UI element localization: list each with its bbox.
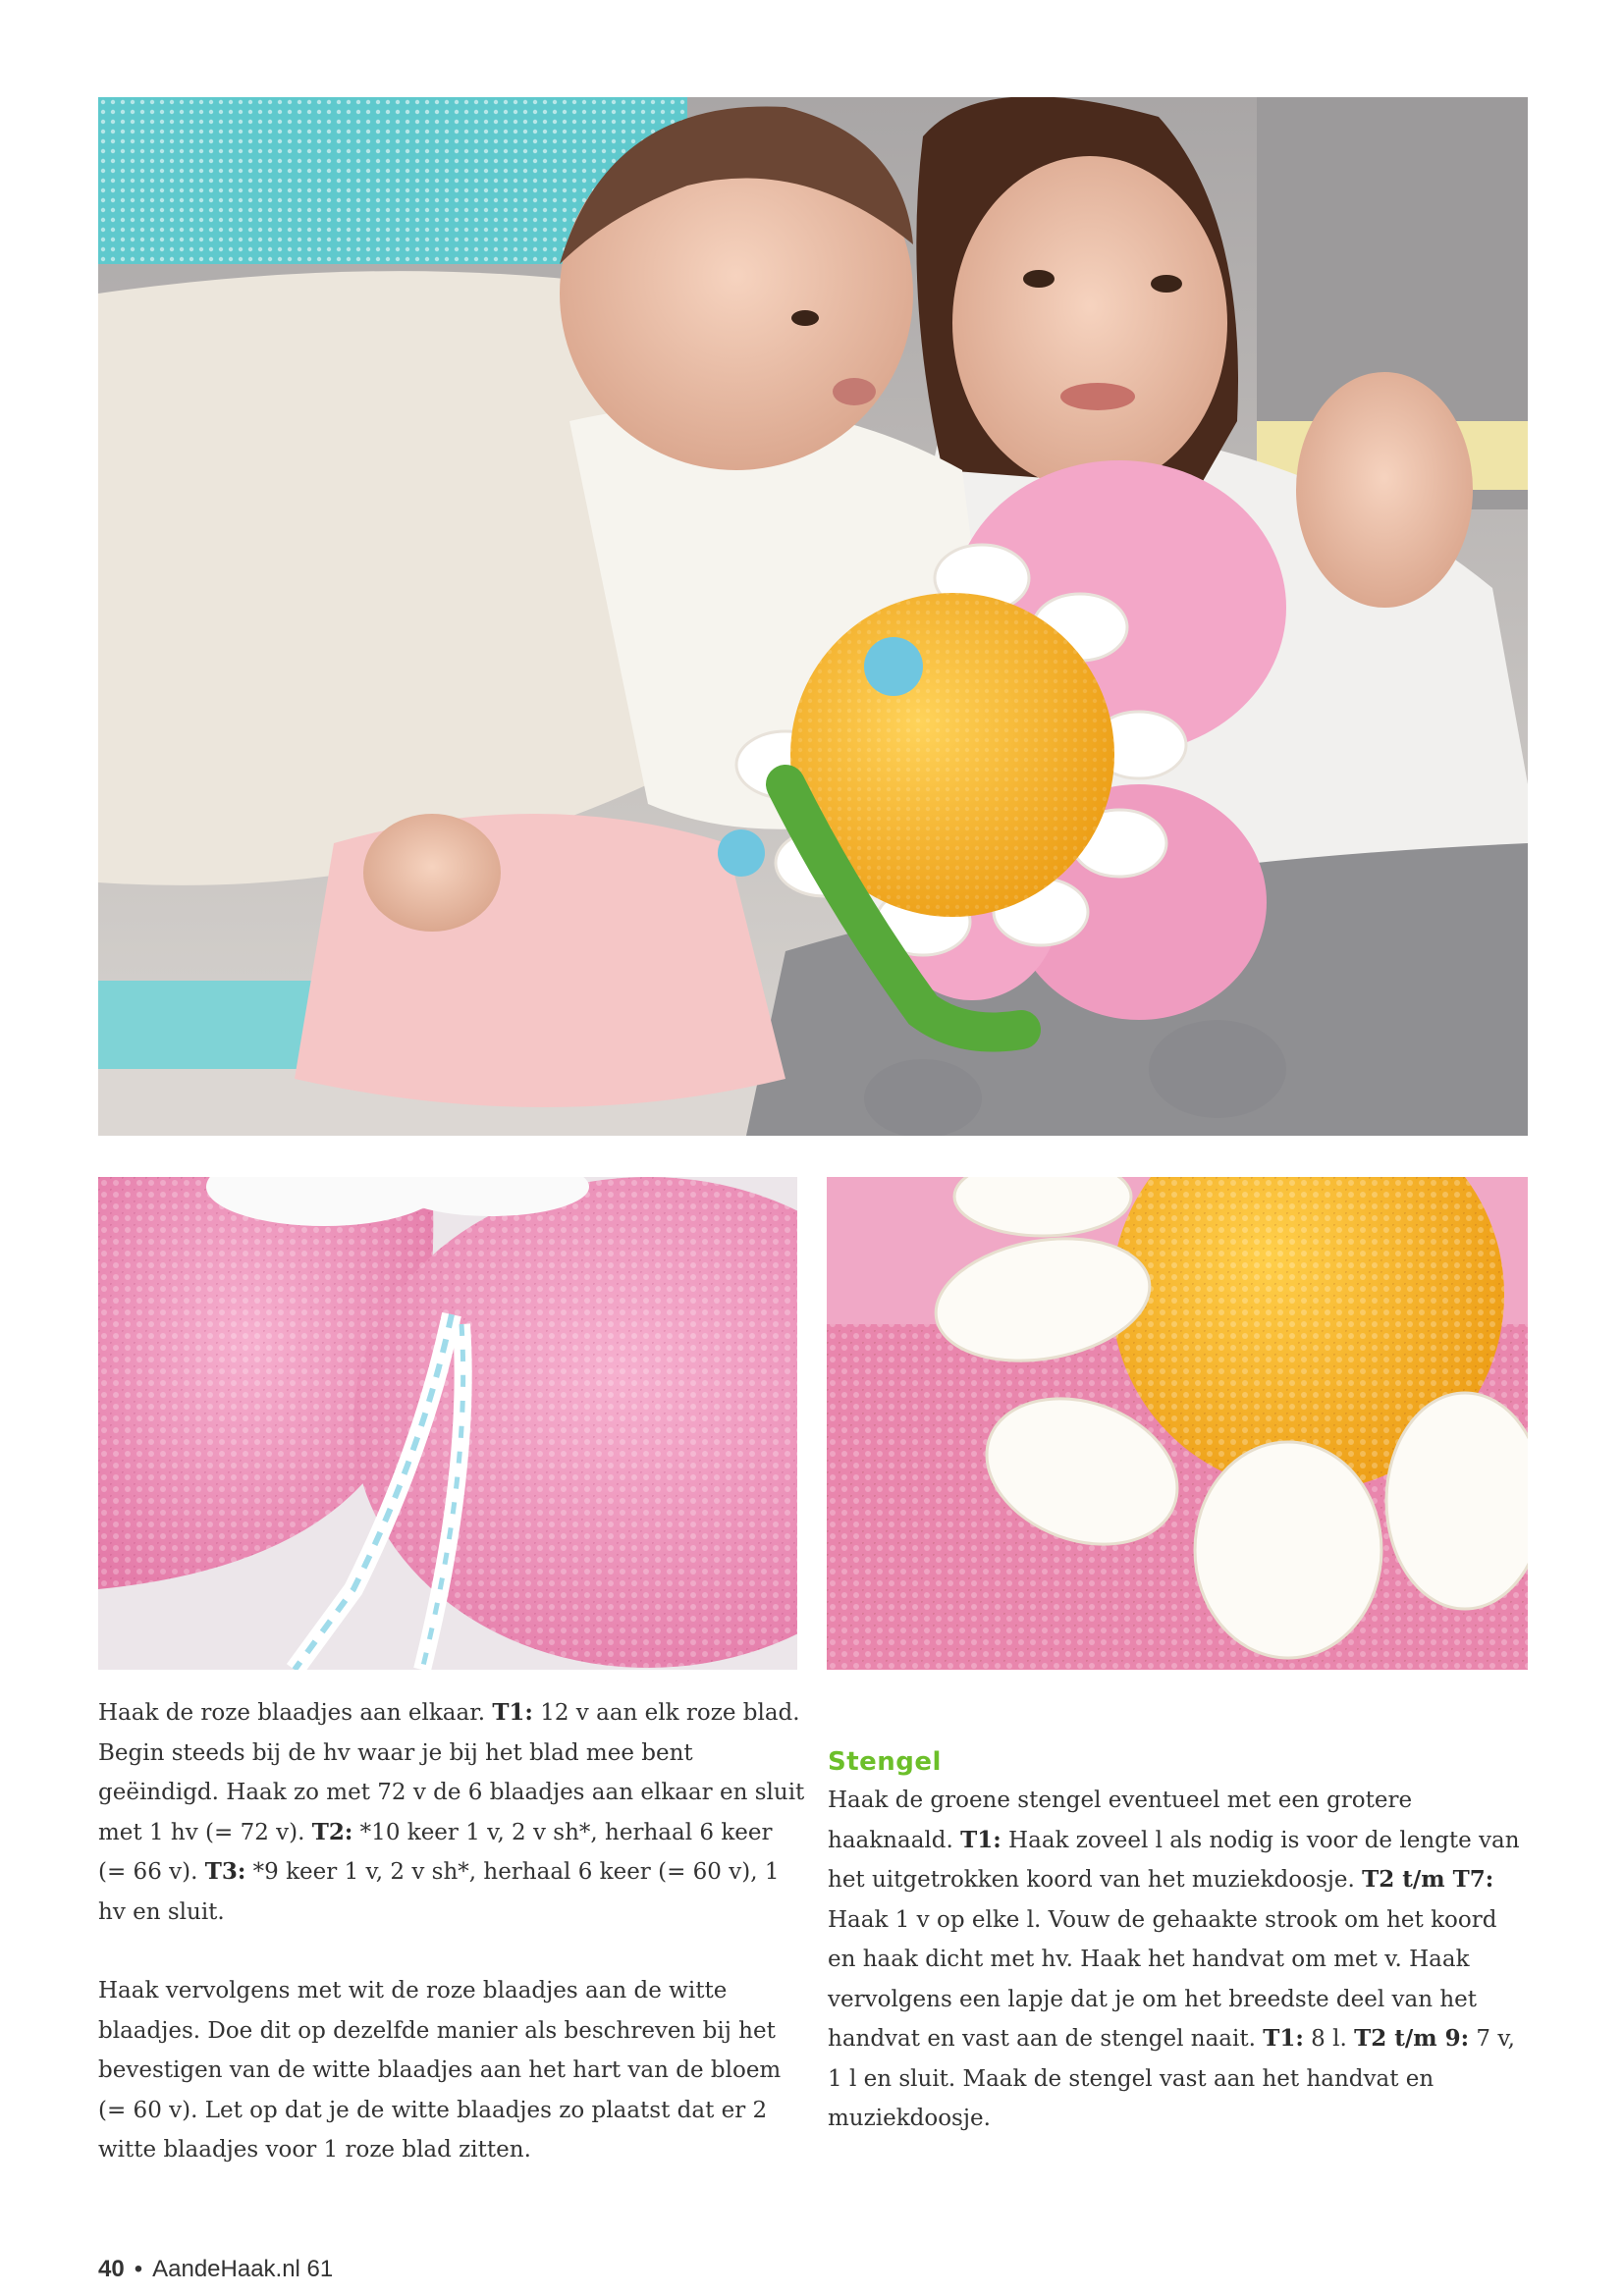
magazine-name: AandeHaak.nl 61 bbox=[152, 2256, 334, 2282]
text-run: Haak zoveel l als nodig is voor de lengte van het uitgetrokken koord van het muziekdoosje. bbox=[828, 1827, 1520, 1893]
instructions-right-column bbox=[828, 1781, 1525, 2178]
footer-separator: • bbox=[134, 2256, 143, 2282]
text-run: Haak 1 v op elke l. Vouw de gehaakte strook om het koord en haak dicht met hv. Haak het handvat om met v. Haak vervolgens een lapje dat je om het breedste deel van het handvat en vast aan de stengel naait. bbox=[828, 1906, 1497, 2052]
page-footer bbox=[98, 2256, 333, 2283]
page-number: 40 bbox=[98, 2256, 125, 2282]
detail-photo-pink-petals bbox=[98, 1177, 797, 1670]
section-heading-stengel: Stengel bbox=[828, 1747, 942, 1777]
text-run: *9 keer 1 v, 2 v sh*, herhaal 6 keer (= 60 v), 1 hv en sluit. bbox=[98, 1859, 780, 1925]
paragraph-pink-petals bbox=[98, 1693, 805, 1932]
row-label: T2 t/m T7: bbox=[1362, 1866, 1494, 1893]
main-photo bbox=[98, 97, 1528, 1136]
text-run: 12 v aan elk roze blad. Begin steeds bij de hv waar je bij het blad mee bent geëindigd. Haak zo met 72 v de 6 blaadjes aan elkaar en sluit met 1 hv (= 72 v). bbox=[98, 1700, 805, 1845]
row-label: T3: bbox=[204, 1858, 246, 1885]
instructions-left-column bbox=[98, 1693, 805, 2210]
row-label: T2 t/m 9: bbox=[1354, 2025, 1470, 2052]
text-run: Haak de groene stengel eventueel met een grotere haaknaald. bbox=[828, 1788, 1413, 1853]
text-run: 8 l. bbox=[1303, 2026, 1355, 2052]
text-run: *10 keer 1 v, 2 v sh*, herhaal 6 keer (= 66 v). bbox=[98, 1819, 773, 1885]
text-run: Haak vervolgens met wit de roze blaadjes aan de witte blaadjes. Doe dit op dezelfde manier als beschreven bij het bevestigen van de witte blaadjes aan het hart van de bloem (= 60 v). Let op dat je de witte blaadjes zo plaatst dat er 2 witte blaadjes voor 1 roze blad zitten. bbox=[98, 1978, 782, 2163]
row-label: T1: bbox=[492, 1699, 533, 1726]
detail-photo-white-petals bbox=[827, 1177, 1528, 1670]
row-label: T1: bbox=[1263, 2025, 1304, 2052]
row-label: T1: bbox=[960, 1826, 1001, 1853]
paragraph-white-petals bbox=[98, 1971, 805, 2170]
text-run: 7 v, 1 l en sluit. Maak de stengel vast aan het handvat en muziekdoosje. bbox=[828, 2026, 1515, 2131]
text-run: Haak de roze blaadjes aan elkaar. bbox=[98, 1700, 493, 1726]
row-label: T2: bbox=[311, 1818, 353, 1845]
paragraph-stengel bbox=[828, 1781, 1525, 2139]
